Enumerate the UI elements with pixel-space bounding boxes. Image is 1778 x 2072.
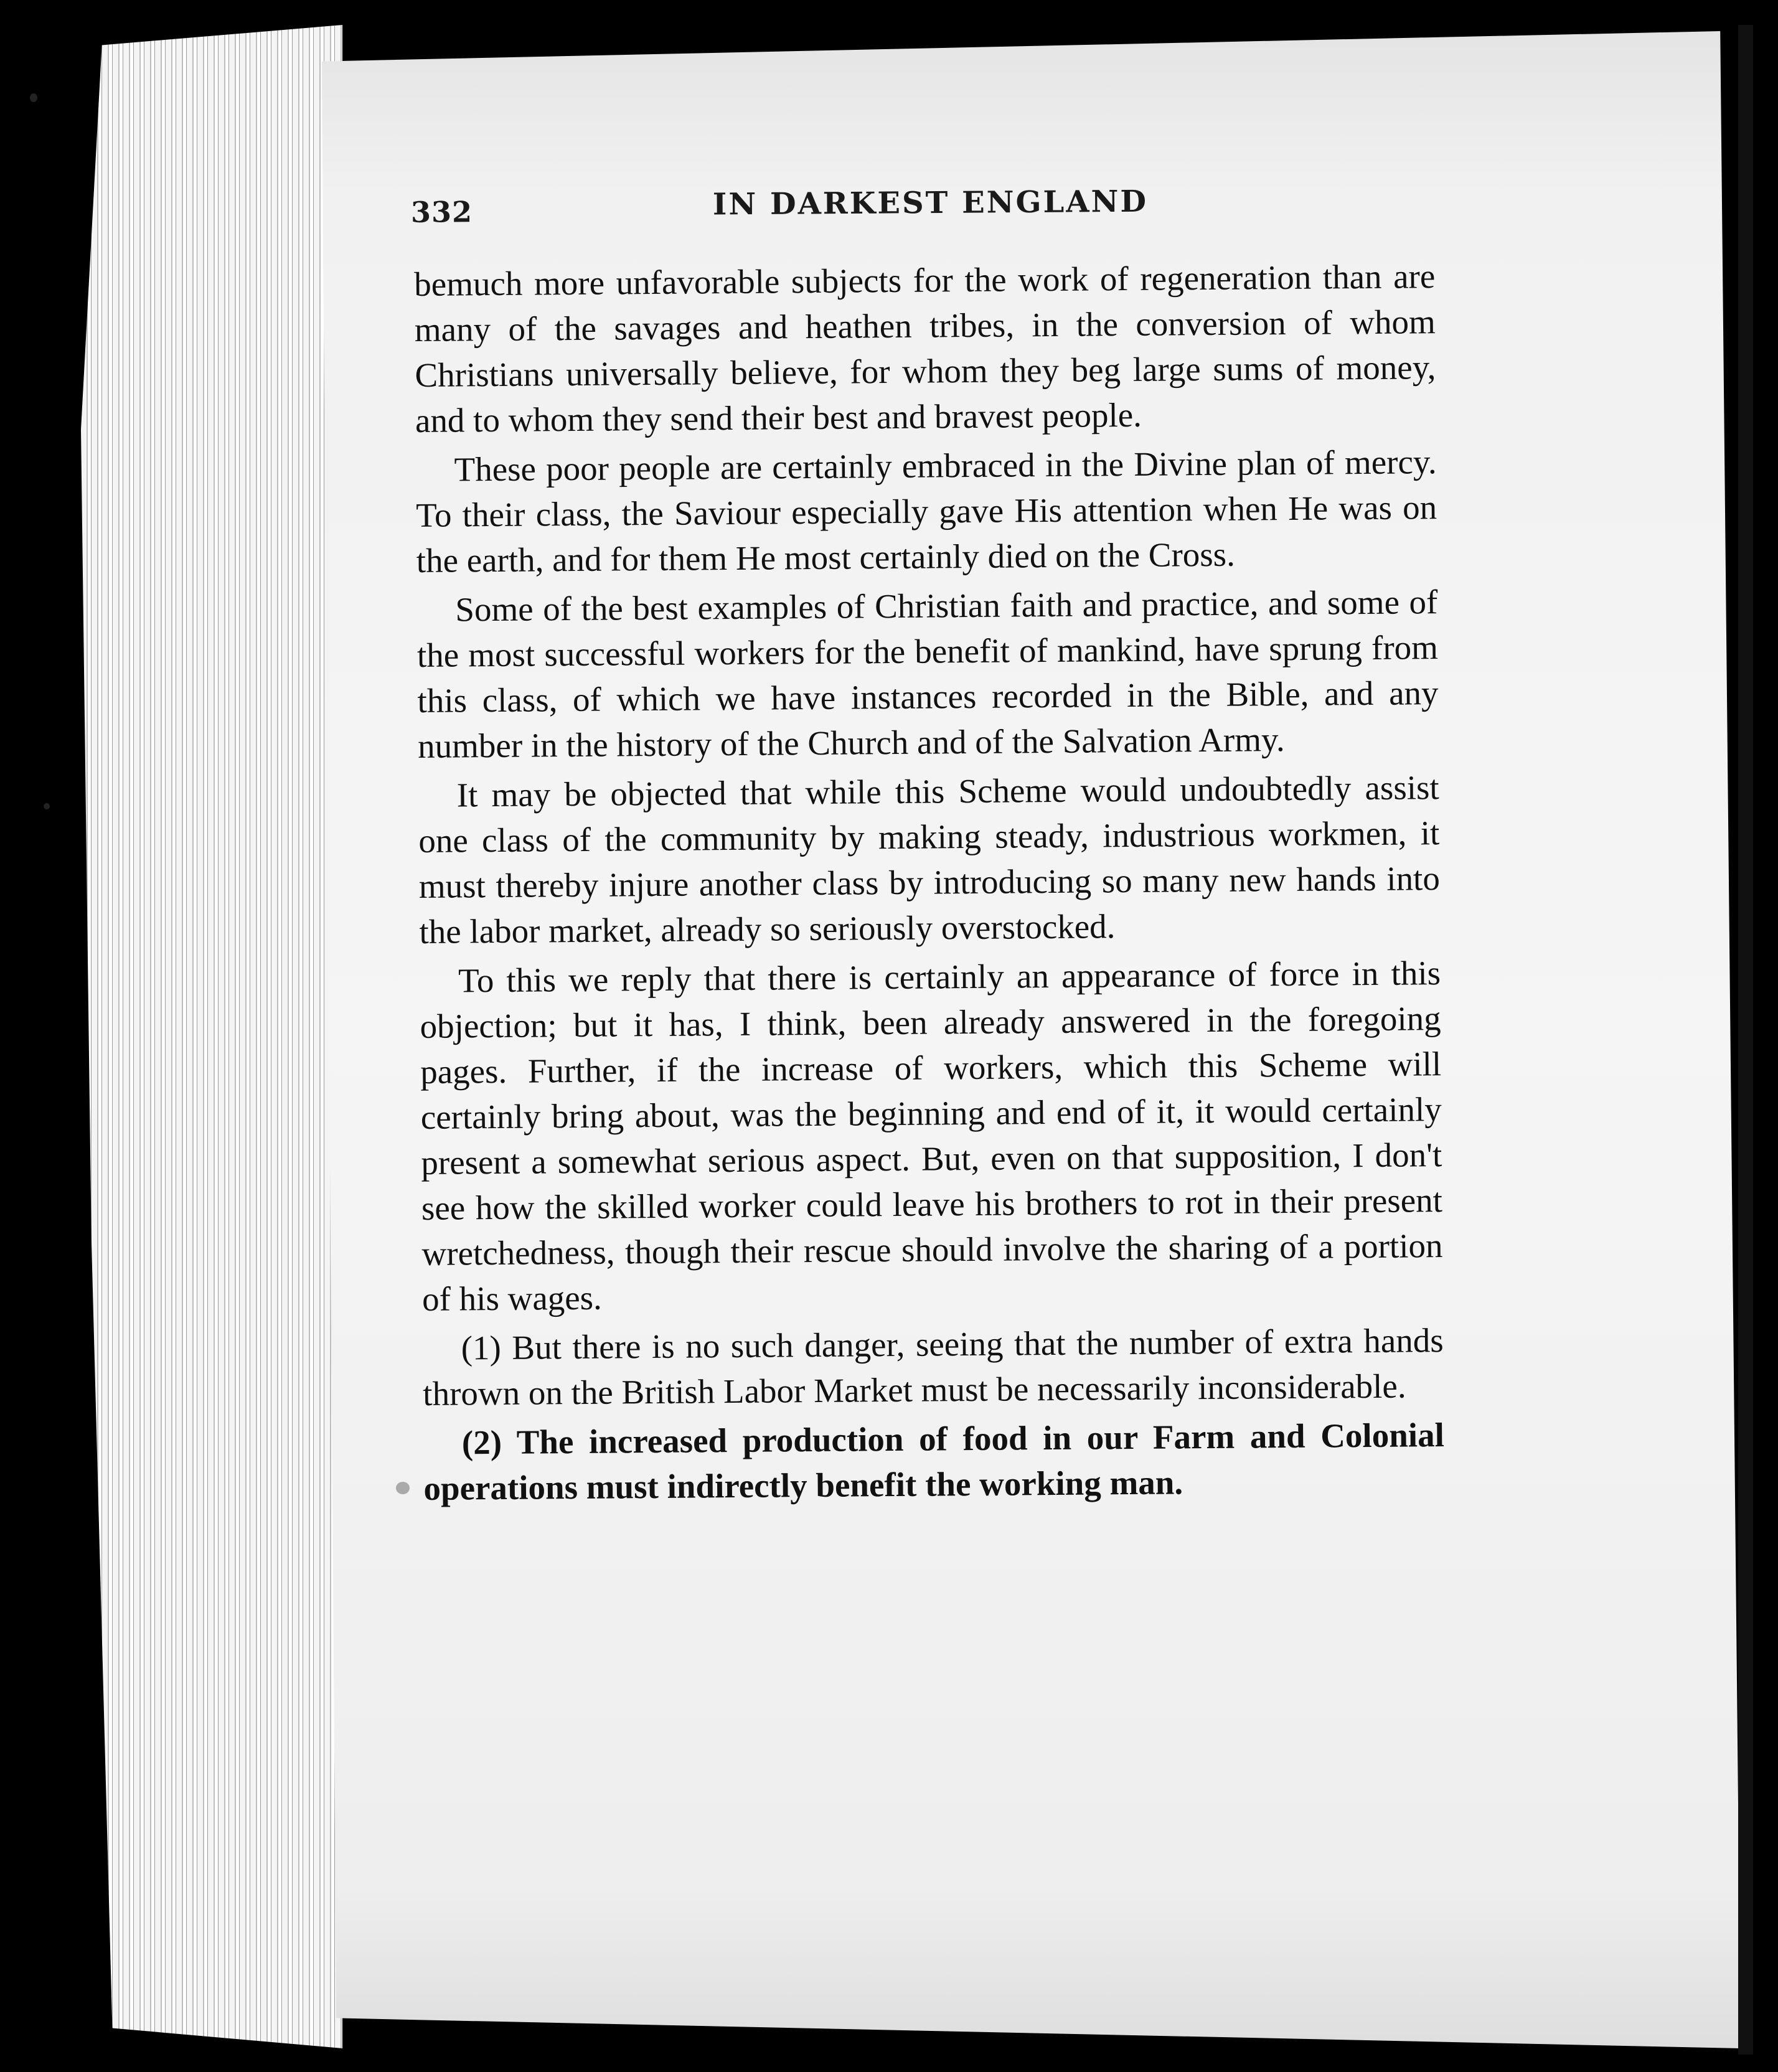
paragraph: bemuch more unfavorable subjects for the work of regeneration than are many of the savages and heathen tribes, in the conversion of whom Christians universally believe, for whom they beg large sums of money, and to whom they send their best and bravest people.: [414, 257, 1436, 440]
paragraph: Some of the best examples of Christian faith and practice, and some of the most successful workers for the benefit of mankind, have sprung from this class, of which we have instances recorded in the Bible, and any number in the history of the Church and of the Salvation Army.: [416, 583, 1439, 765]
running-head: [410, 184, 1149, 239]
page-number: 332: [410, 195, 473, 229]
body-text: [414, 253, 1445, 1515]
running-title: IN DARKEST ENGLAND: [712, 184, 1149, 222]
paragraph: These poor people are certainly embraced in the Divine plan of mercy. To their class, the Saviour especially gave His attention when He was on the earth, and for them He most certainly died on the Cross.: [415, 443, 1437, 580]
paragraph: It may be objected that while this Scheme would undoubtedly assist one class of the community by making steady, industrious workmen, it must thereby injure another class by introducing so many new hands into the labor market, already so seriously overstocked.: [418, 768, 1441, 951]
book-gutter: [1738, 25, 1753, 2055]
paragraph: (1) But there is no such danger, seeing that the number of extra hands thrown on the British Labor Market must be necessarily inconsiderable.: [423, 1321, 1444, 1413]
scan-speck: [44, 803, 50, 809]
scan-speck: [396, 1482, 410, 1494]
paragraph: To this we reply that there is certainly an appearance of force in this objection; but it has, I think, been already answered in the foregoing pages. Further, if the increase of workers, which this Scheme will certainly bring about, was the beginning and end of it, it would certainly present a somewhat serious aspect. But, even on that supposition, I don't see how the skilled worker could leave his brothers to rot in their present wretchedness, though their rescue should involve the sharing of a portion of his wages.: [420, 954, 1443, 1318]
paragraph: (2) The increased production of food in our Farm and Colonial operations must indirectly benefit the working man.: [423, 1416, 1445, 1507]
scan-speck: [30, 93, 37, 102]
page-edges-stack: [81, 25, 342, 2048]
